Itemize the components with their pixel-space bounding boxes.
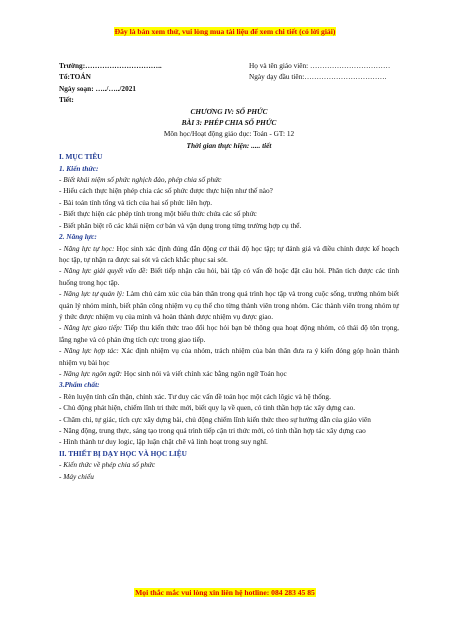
school-field: Trường:………………………….. (59, 61, 162, 70)
subsection-knowledge: 1. Kiến thức: (59, 163, 99, 173)
list-item: - Năng lực tự học: Học sinh xác định đúng đắn động cơ thái độ học tập; tự đánh giá và điều chỉnh được kế hoạch học tập, tự nhận ra được sai sót và cách khắc phục sai sót. (59, 243, 399, 264)
knowledge-list (59, 174, 399, 231)
duration-line: Thời gian thực hiện: ..... tiết (186, 140, 272, 150)
department-field: Tổ:TOÁN (59, 72, 91, 82)
period-field: Tiết: (59, 95, 74, 105)
subject-line: Môn học/Hoạt động giáo dục: Toán - GT: 12 (163, 129, 295, 139)
header-row-1 (59, 60, 399, 71)
list-item: - Máy chiếu (59, 471, 94, 481)
section-objectives: I. MỤC TIÊU (59, 152, 103, 162)
list-item: - Hình thành tư duy logic, lập luận chặt chẽ và linh hoạt trong suy nghĩ. (59, 437, 268, 447)
header-row-2 (59, 71, 399, 82)
list-item: - Năng lực giải quyết vấn đề: Biết tiếp nhận câu hỏi, bài tập có vấn đề hoặc đặt câu hỏi. Phân tích được các tình huống trong học tập. (59, 266, 399, 287)
list-item: - Năng động, trung thực, sáng tạo trong quá trình tiếp cận tri thức mới, có tinh thần hợp tác xây dựng cao (59, 426, 366, 435)
teacher-name-field: Họ và tên giáo viên: …………………………… (249, 61, 391, 70)
preview-banner (0, 27, 450, 37)
list-item: - Bài toán tính tổng và tích của hai số phức liên hợp. (59, 197, 213, 207)
list-item: - Biết khái niệm số phức nghịch đảo, phép chia số phức (59, 175, 222, 185)
list-item: - Rèn luyện tính cẩn thận, chính xác. Tư duy các vấn đề toán học một cách lôgic và hệ thống. (59, 391, 331, 401)
subsection-competence: 2. Năng lực: (59, 232, 97, 242)
lesson-title: BÀI 3: PHÉP CHIA SỐ PHỨC (181, 118, 277, 128)
list-item: - Năng lực giao tiếp: Tiếp thu kiến thức trao đổi học hỏi bạn bè thông qua hoạt động nhóm, có thái độ tôn trọng, lắng nghe và có phản ứng tích cực trong giao tiếp. (59, 323, 399, 344)
list-item: - Năng lực tự quản lý: Làm chủ cảm xúc của bản thân trong quá trình học tập và trong cuộc sống, trưởng nhóm biết quản lý nhóm mình, biết phân công nhiệm vụ cụ thể cho từng thành viên trong nhóm. Các thành viên trong nhóm tự ý thức được nhiệm vụ của mình và hoàn thành được nhiệm vụ được giao. (59, 289, 399, 321)
preview-banner-text: Đây là bản xem thử, vui lòng mua tài liệu để xem chi tiết (có lời giải) (114, 27, 336, 36)
list-item: - Năng lực ngôn ngữ: Học sinh nói và viết chính xác bằng ngôn ngữ Toán học (59, 368, 287, 378)
list-item: - Biết phân biệt rõ các khái niệm cơ bản và vận dụng trong từng trường hợp cụ thể. (59, 220, 302, 230)
prepare-date-field: Ngày soạn: …../…../2021 (59, 83, 137, 93)
equipment-list (59, 459, 399, 482)
list-item: - Kiến thức về phép chia số phức (59, 460, 156, 470)
list-item: - Biết thực hiện các phép tính trong một biểu thức chứa các số phức (59, 209, 257, 219)
section-equipment: II. THIẾT BỊ DẠY HỌC VÀ HỌC LIỆU (59, 448, 187, 458)
list-item: - Chăm chỉ, tự giác, tích cực xây dựng bài, chủ động chiếm lĩnh kiến thức theo sự hướng dẫn của giáo viên (59, 414, 371, 424)
list-item: - Chủ động phát hiện, chiếm lĩnh tri thức mới, biết quy lạ về quen, có tinh thần hợp tác xây dựng cao. (59, 403, 356, 413)
first-teaching-date-field: Ngày dạy đầu tiên:……………………………. (249, 72, 387, 82)
list-item: - Hiểu cách thực hiện phép chia các số phức được thực hiện như thế nào? (59, 186, 273, 196)
competence-list (59, 243, 399, 380)
qualities-list (59, 391, 399, 448)
document-body (59, 60, 399, 482)
chapter-title: CHƯƠNG IV: SỐ PHỨC (190, 106, 268, 116)
contact-banner (0, 588, 450, 598)
contact-banner-text: Mọi thắc mắc vui lòng xin liên hệ hotline: 084 283 45 85 (135, 588, 315, 597)
subsection-qualities: 3.Phẩm chất: (59, 380, 100, 390)
list-item: - Năng lực hợp tác: Xác định nhiệm vụ của nhóm, trách nhiệm của bản thân đưa ra ý kiến đóng góp hoàn thành nhiệm vụ bài học (59, 346, 399, 367)
